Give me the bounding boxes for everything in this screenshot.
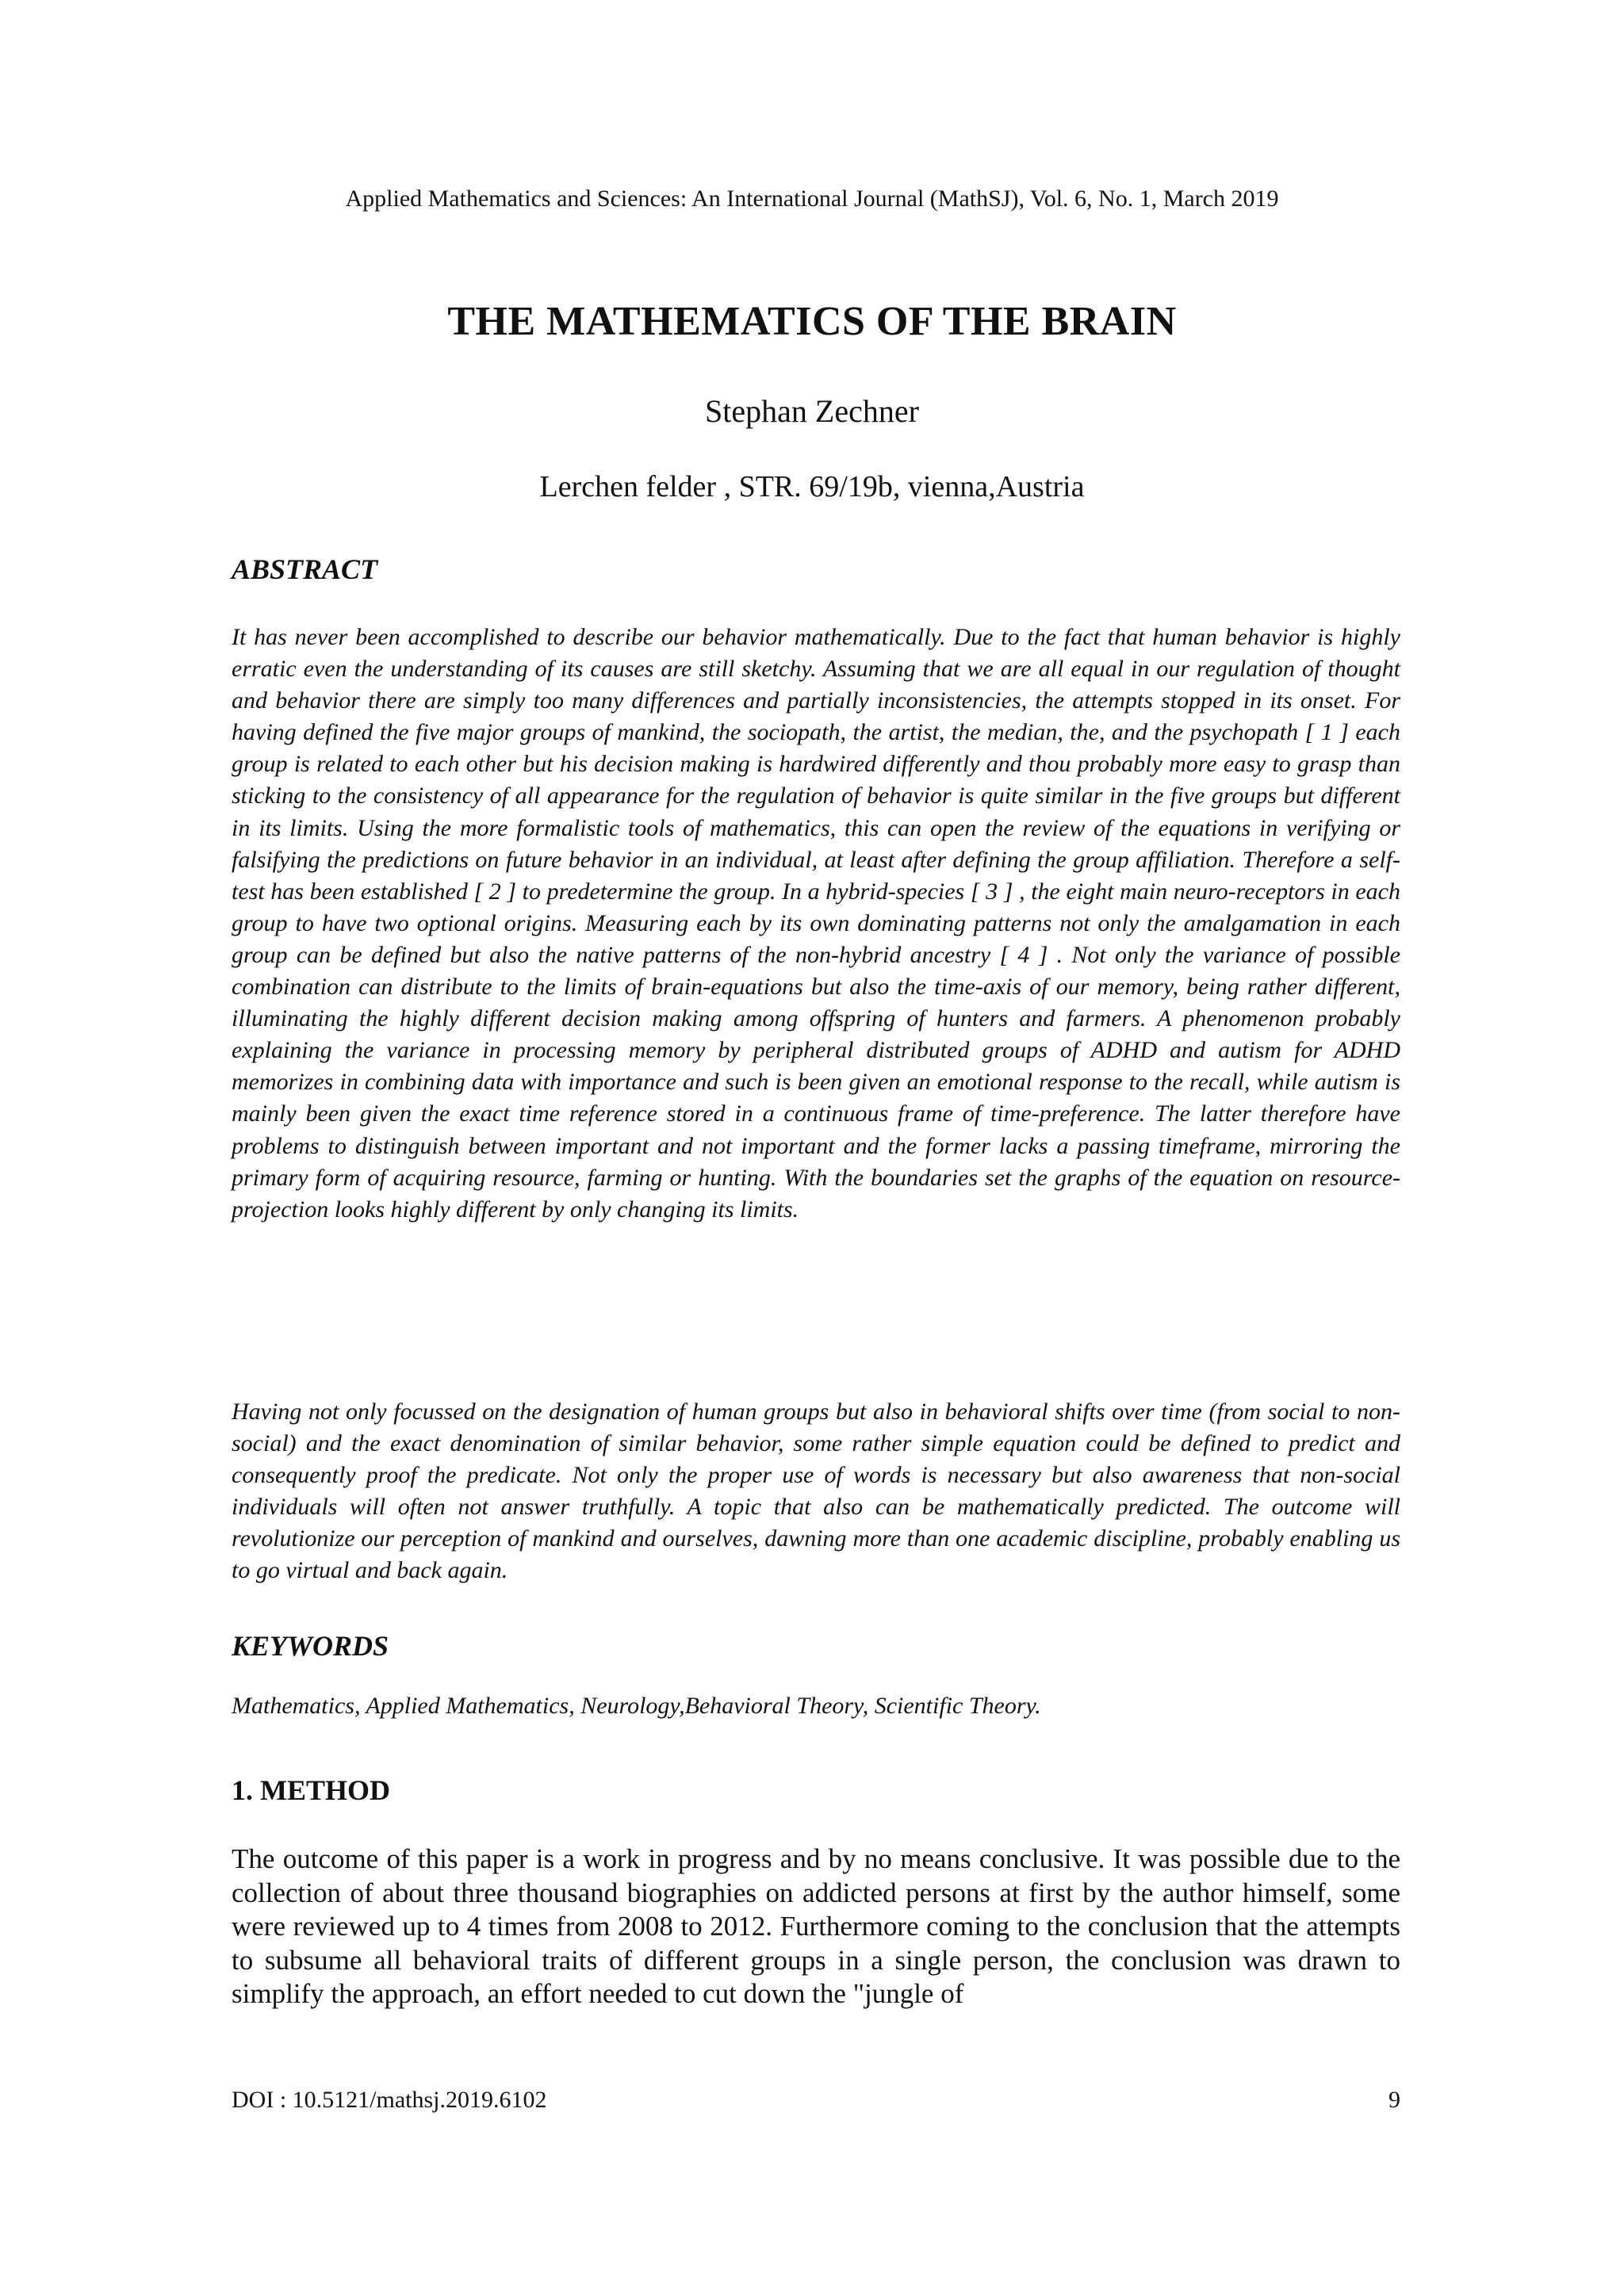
abstract-heading: ABSTRACT: [232, 553, 378, 585]
keywords-text: Mathematics, Applied Mathematics, Neurology,Behavioral Theory, Scientific Theory.: [232, 1693, 1041, 1719]
author-affiliation: Lerchen felder , STR. 69/19b, vienna,Austria: [539, 470, 1085, 503]
keywords-heading: KEYWORDS: [232, 1630, 389, 1662]
doi-footer: DOI : 10.5121/mathsj.2019.6102: [232, 2087, 547, 2113]
paper-title: THE MATHEMATICS OF THE BRAIN: [447, 299, 1177, 344]
journal-header: Applied Mathematics and Sciences: An International Journal (MathSJ), Vol. 6, No. 1, March 2019: [345, 186, 1279, 212]
page-number: 9: [1388, 2087, 1400, 2113]
abstract-paragraph-2: Having not only focussed on the designation of human groups but also in behavioral shifts over time (from social to non-social) and the exact denomination of similar behavior, some rather simple equation could be defined to predict and consequently proof the predicate. Not only the proper use of words is necessary but also awareness that non-social individuals will often not answer truthfully. A topic that also can be mathematically predicted. The outcome will revolutionize our perception of mankind and ourselves, dawning more than one academic discipline, probably enabling us to go virtual and back again.: [232, 1399, 1400, 1583]
method-paragraph: The outcome of this paper is a work in progress and by no means conclusive. It was possible due to the collection of about three thousand biographies on addicted persons at first by the author himself, some were reviewed up to 4 times from 2008 to 2012. Furthermore coming to the conclusion that the attempts to subsume all behavioral traits of different groups in a single person, the conclusion was drawn to simplify the approach, an effort needed to cut down the "jungle of: [232, 1843, 1400, 2009]
abstract-paragraph-1: It has never been accomplished to describe our behavior mathematically. Due to the fact that human behavior is highly erratic even the understanding of its causes are still sketchy. Assuming that we are all equal in our regulation of thought and behavior there are simply too many differences and partially inconsistencies, the attempts stopped in its onset. For having defined the five major groups of mankind, the sociopath, the artist, the median, the, and the psychopath [ 1 ] each group is related to each other but his decision making is hardwired differently and thou probably more easy to grasp than sticking to the consistency of all appearance for the regulation of behavior is quite similar in the five groups but different in its limits. Using the more formalistic tools of mathematics, this can open the review of the equations in verifying or falsifying the predictions on future behavior in an individual, at least after defining the group affiliation. Therefore a self-test has been established [ 2 ] to predetermine the group. In a hybrid-species [ 3 ] , the eight main neuro-receptors in each group to have two optional origins. Measuring each by its own dominating patterns not only the amalgamation in each group can be defined but also the native patterns of the non-hybrid ancestry [ 4 ] . Not only the variance of possible combination can distribute to the limits of brain-equations but also the time-axis of our memory, being rather different, illuminating the highly different decision making among offspring of hunters and farmers. A phenomenon probably explaining the variance in processing memory by peripheral distributed groups of ADHD and autism for ADHD memorizes in combining data with importance and such is been given an emotional response to the recall, while autism is mainly been given the exact time reference stored in a continuous frame of time-preference. The latter therefore have problems to distinguish between important and not important and the former lacks a passing timeframe, mirroring the primary form of acquiring resource, farming or hunting. With the boundaries set the graphs of the equation on resource-projection looks highly different by only changing its limits.: [232, 624, 1400, 1223]
method-heading: 1. METHOD: [232, 1774, 391, 1806]
author-name: Stephan Zechner: [705, 393, 919, 429]
